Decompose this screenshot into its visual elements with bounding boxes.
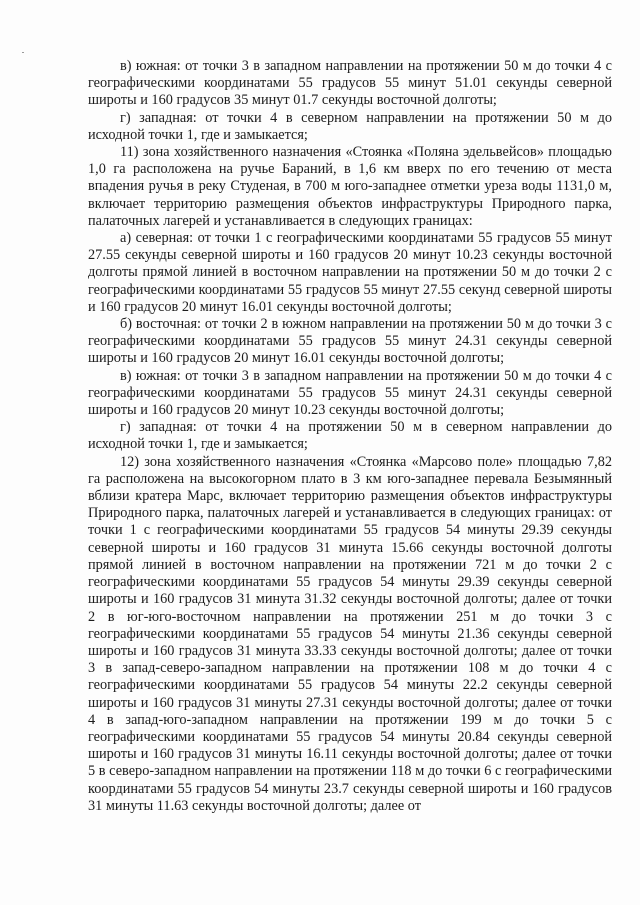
scan-speck: [22, 52, 24, 53]
paragraph-zone12: 12) зона хозяйственного назначения «Стоянка «Марсово поле» площадью 7,82 га расположена на высокогорном плато в 3 км юго-западнее перевала Безымянный вблизи кратера Марс, включает территорию размещения объектов инфраструктуры Природного парка, палаточных лагерей и устанавливается в следующих границах: от точки 1 с географическими координатами 55 градусов 54 минуты 29.39 секунды северной широты и 160 градусов 31 минута 15.66 секунды восточной долготы прямой линией в восточном направлении на протяжении 721 м до точки 2 с географическими координатами 55 градусов 54 минуты 29.39 секунды северной широты и 160 градусов 31 минута 31.32 секунды восточной долготы; далее от точки 2 в юг-юго-восточном направлении на протяжении 251 м до точки 3 с географическими координатами 55 градусов 54 минуты 21.36 секунды северной широты и 160 градусов 31 минута 33.33 секунды восточной долготы; далее от точки 3 в запад-северо-западном направлении на протяжении 108 м до точки 4 с географическими координатами 55 градусов 54 минуты 22.2 секунды северной широты и 160 градусов 31 минуты 27.31 секунды восточной долготы; далее от точки 4 в запад-юго-западном направлении на протяжении 199 м до точки 5 с географическими координатами 55 градусов 54 минуты 20.84 секунды северной широты и 160 градусов 31 минуты 16.11 секунды восточной долготы; далее от точки 5 в северо-западном направлении на протяжении 118 м до точки 6 с географическими координатами 55 градусов 54 минуты 23.7 секунды северной широты и 160 градусов 31 минуты 11.63 секунды восточной долготы; далее от: [88, 453, 612, 814]
paragraph-zone10-west: г) западная: от точки 4 в северном направлении на протяжении 50 м до исходной точки 1, где и замыкается;: [88, 109, 612, 143]
paragraph-zone11-east: б) восточная: от точки 2 в южном направлении на протяжении 50 м до точки 3 с географическими координатами 55 градусов 55 минут 24.31 секунды северной широты и 160 градусов 20 минут 16.01 секунды восточной долготы;: [88, 316, 612, 367]
document-body: [88, 58, 612, 815]
paragraph-zone11-north: а) северная: от точки 1 с географическими координатами 55 градусов 55 минут 27.55 секунды северной широты и 160 градусов 20 минут 10.23 секунды восточной долготы прямой линией в восточном направлении на протяжении 50 м до точки 2 с географическими координатами 55 градусов 55 минут 27.55 секунд северной широты и 160 градусов 20 минут 16.01 секунды восточной долготы;: [88, 230, 612, 315]
paragraph-zone11-south: в) южная: от точки 3 в западном направлении на протяжении 50 м до точки 4 с географическими координатами 55 градусов 55 минут 24.31 секунды северной широты и 160 градусов 20 минут 10.23 секунды восточной долготы;: [88, 367, 612, 419]
paragraph-zone11-intro: 11) зона хозяйственного назначения «Стоянка «Поляна эдельвейсов» площадью 1,0 га расположена на ручье Бараний, в 1,6 км вверх по его течению от места впадения ручья в реку Студеная, в 700 м юго-западнее отметки уреза воды 1131,0 м, включает территорию размещения объектов инфраструктуры Природного парка, палаточных лагерей и устанавливается в следующих границах:: [88, 144, 612, 229]
paragraph-zone11-west: г) западная: от точки 4 на протяжении 50 м в северном направлении до исходной точки 1, где и замыкается;: [88, 419, 612, 453]
paragraph-zone10-south: в) южная: от точки 3 в западном направлении на протяжении 50 м до точки 4 с географическими координатами 55 градусов 55 минут 51.01 секунды северной широты и 160 градусов 35 минут 01.7 секунды восточной долготы;: [88, 58, 612, 109]
